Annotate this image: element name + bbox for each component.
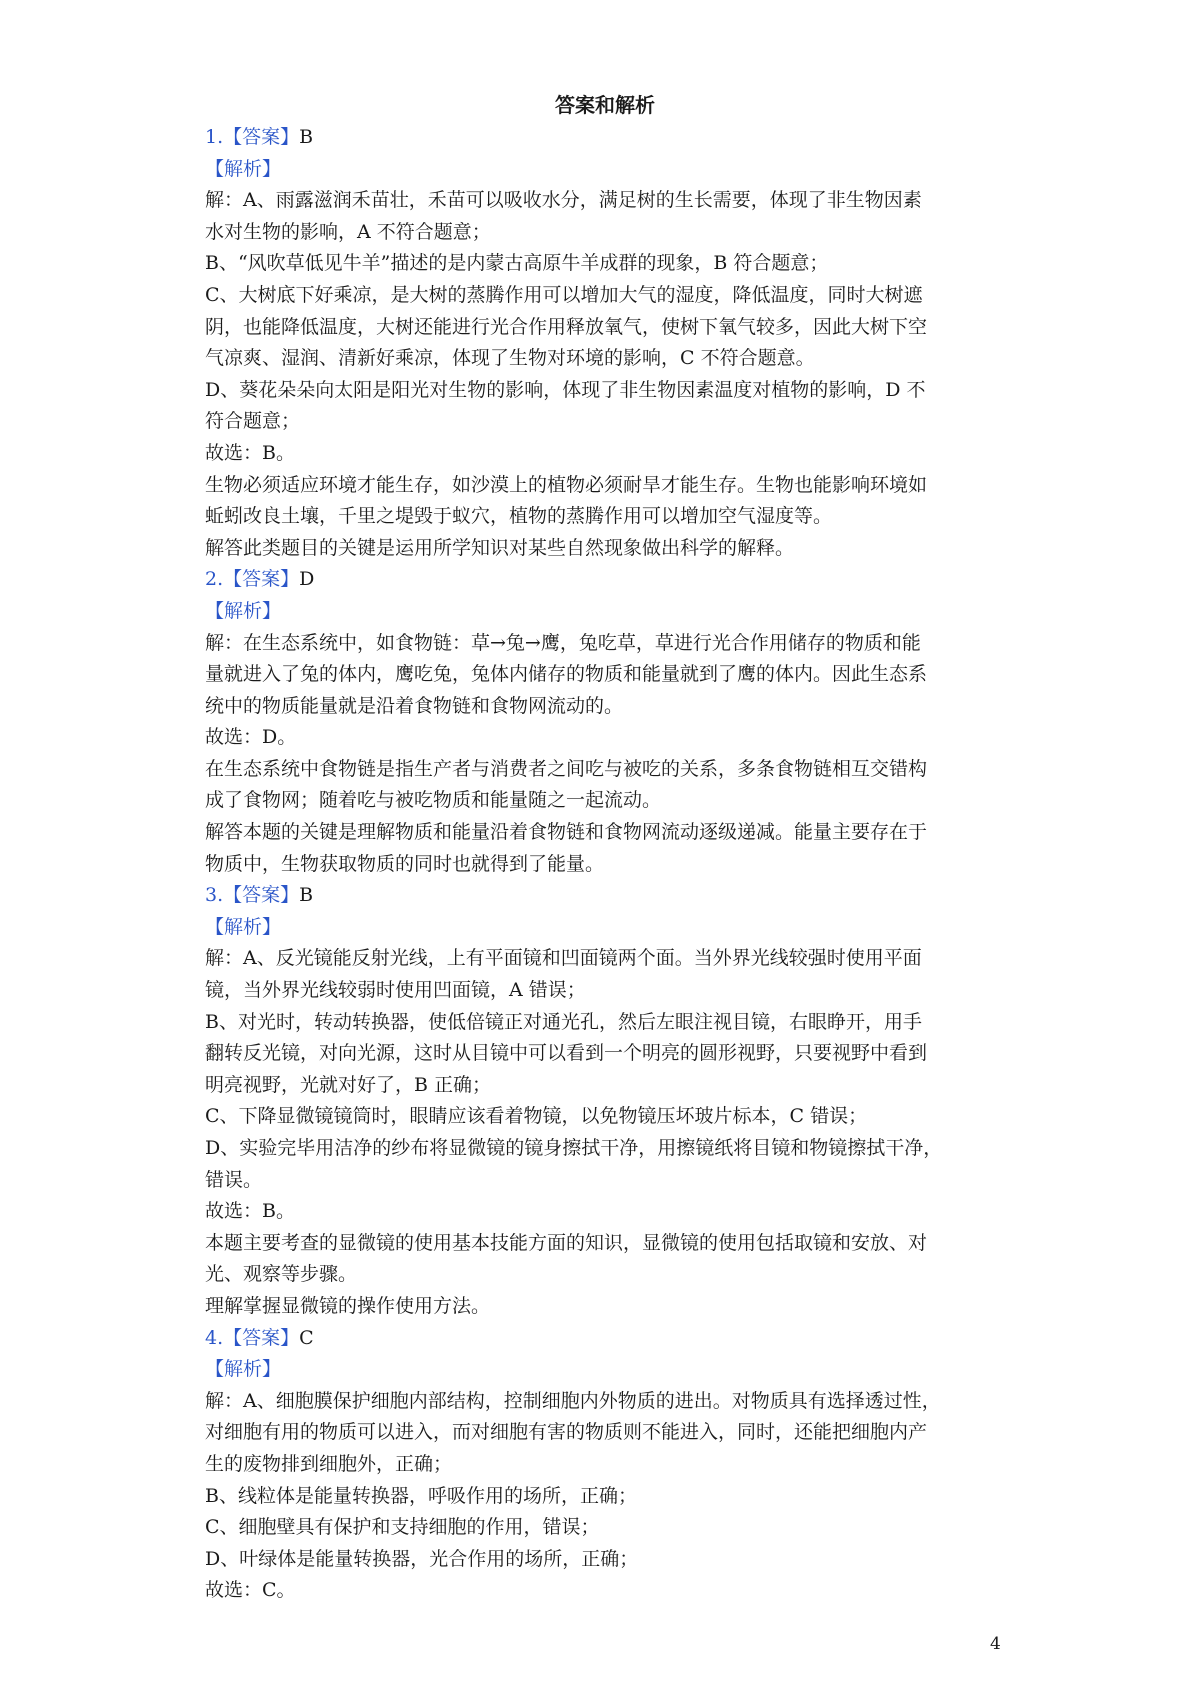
line-text: D、叶绿体是能量转换器，光合作用的场所，正确； <box>205 1547 639 1570</box>
analysis-label <box>205 154 1005 186</box>
line-text: 故选：D。 <box>205 726 297 749</box>
line-text: 故选：C。 <box>205 1579 296 1602</box>
answer-line <box>205 1323 1005 1355</box>
text-line <box>205 217 1005 249</box>
question-number: 4. <box>205 1326 224 1349</box>
line-text: B、线粒体是能量转换器，呼吸作用的场所，正确； <box>205 1484 637 1507</box>
line-text: D、实验完毕用洁净的纱布将显微镜的镜身擦拭干净，用擦镜纸将目镜和物镜擦拭干净， <box>205 1137 943 1159</box>
line-text: 解答本题的关键是理解物质和能量沿着食物链和食物网流动逐级递减。能量主要存在于 <box>205 821 928 844</box>
line-text: 解：A、反光镜能反射光线，上有平面镜和凹面镜两个面。当外界光线较强时使用平面 <box>205 947 922 970</box>
text-line <box>205 817 1005 849</box>
text-line <box>205 1512 1005 1544</box>
question-number: 1. <box>205 126 224 148</box>
text-line <box>205 248 1005 280</box>
answer-label: 【答案】 <box>223 126 300 148</box>
line-text: C、细胞壁具有保护和支持细胞的作用，错误； <box>205 1516 600 1539</box>
line-text: 故选：B。 <box>205 441 295 464</box>
text-line <box>205 659 1005 691</box>
line-text: 统中的物质能量就是沿着食物链和食物网流动的。 <box>205 694 624 717</box>
line-text: 解：A、细胞膜保护细胞内部结构，控制细胞内外物质的进出。对物质具有选择透过性， <box>205 1389 941 1412</box>
line-text: 气凉爽、湿润、清新好乘凉，体现了生物对环境的影响，C 不符合题意。 <box>205 347 815 370</box>
line-text: 理解掌握显微镜的操作使用方法。 <box>205 1294 491 1317</box>
line-text: C、大树底下好乘凉，是大树的蒸腾作用可以增加大气的湿度，降低温度，同时大树遮 <box>205 283 923 306</box>
answer-line <box>205 122 1005 154</box>
line-text: 在生态系统中食物链是指生产者与消费者之间吃与被吃的关系，多条食物链相互交错构 <box>205 757 928 780</box>
text-line <box>205 533 1005 565</box>
analysis-label <box>205 1354 1005 1386</box>
text-line <box>205 1544 1005 1576</box>
text-line <box>205 1196 1005 1228</box>
answer-label: 【答案】 <box>223 1326 300 1349</box>
text-line <box>205 691 1005 723</box>
line-text: 水对生物的影响，A 不符合题意； <box>205 220 491 243</box>
line-text: 符合题意； <box>205 410 301 433</box>
line-text: D、葵花朵朵向太阳是阳光对生物的影响，体现了非生物因素温度对植物的影响，D 不 <box>205 378 926 401</box>
text-line <box>205 1133 1005 1165</box>
text-line <box>205 1575 1005 1607</box>
text-line <box>205 1165 1005 1197</box>
text-line <box>205 1070 1005 1102</box>
text-line <box>205 280 1005 312</box>
text-line <box>205 1007 1005 1039</box>
text-line <box>205 785 1005 817</box>
text-line <box>205 1291 1005 1323</box>
text-line <box>205 1259 1005 1291</box>
line-text: 量就进入了兔的体内，鹰吃兔，兔体内储存的物质和能量就到了鹰的体内。因此生态系 <box>205 663 928 686</box>
line-text: B、“风吹草低见牛羊”描述的是内蒙古高原牛羊成群的现象，B 符合题意； <box>205 252 829 275</box>
answer-label: 【答案】 <box>223 568 300 591</box>
line-text: 镜，当外界光线较弱时使用凹面镜，A 错误； <box>205 979 586 1002</box>
analysis-label-text: 【解析】 <box>205 915 282 938</box>
document-page <box>205 90 1005 1607</box>
text-line <box>205 849 1005 881</box>
text-line <box>205 1449 1005 1481</box>
line-text: 故选：B。 <box>205 1200 295 1223</box>
answer-choice: C <box>299 1326 314 1349</box>
page-number: 4 <box>990 1634 1001 1654</box>
text-line <box>205 1228 1005 1260</box>
text-line <box>205 1038 1005 1070</box>
line-text: 解：A、雨露滋润禾苗壮，禾苗可以吸收水分，满足树的生长需要，体现了非生物因素 <box>205 189 922 212</box>
line-text: 翻转反光镜，对向光源，这时从目镜中可以看到一个明亮的圆形视野，只要视野中看到 <box>205 1042 928 1065</box>
text-line <box>205 943 1005 975</box>
line-text: C、下降显微镜镜筒时，眼睛应该看着物镜，以免物镜压坏玻片标本，C 错误； <box>205 1105 868 1128</box>
line-text: 光、观察等步骤。 <box>205 1263 358 1286</box>
line-text: 生的废物排到细胞外，正确； <box>205 1452 453 1475</box>
text-line <box>205 628 1005 660</box>
text-line <box>205 1417 1005 1449</box>
document-title: 答案和解析 <box>555 93 655 117</box>
line-text: 本题主要考查的显微镜的使用基本技能方面的知识，显微镜的使用包括取镜和安放、对 <box>205 1231 928 1254</box>
analysis-label <box>205 912 1005 944</box>
text-line <box>205 1481 1005 1513</box>
answer-line <box>205 880 1005 912</box>
line-text: 蚯蚓改良土壤，千里之堤毁于蚁穴，植物的蒸腾作用可以增加空气湿度等。 <box>205 505 833 528</box>
analysis-label <box>205 596 1005 628</box>
answer-choice: B <box>299 126 314 148</box>
text-line <box>205 343 1005 375</box>
text-line <box>205 470 1005 502</box>
line-text: 明亮视野，光就对好了，B 正确； <box>205 1073 492 1096</box>
line-text: 解：在生态系统中，如食物链：草→兔→鹰，兔吃草，草进行光合作用储存的物质和能 <box>205 631 921 654</box>
text-line <box>205 501 1005 533</box>
text-line <box>205 375 1005 407</box>
text-line <box>205 185 1005 217</box>
answer-explanation-body <box>205 122 1005 1607</box>
line-text: 解答此类题目的关键是运用所学知识对某些自然现象做出科学的解释。 <box>205 536 795 559</box>
answer-choice: B <box>299 884 314 907</box>
line-text: B、对光时，转动转换器，使低倍镜正对通光孔，然后左眼注视目镜，右眼睁开，用手 <box>205 1010 922 1033</box>
answer-choice: D <box>299 568 315 591</box>
analysis-label-text: 【解析】 <box>205 157 282 180</box>
text-line <box>205 312 1005 344</box>
question-number: 2. <box>205 568 224 591</box>
text-line <box>205 438 1005 470</box>
line-text: 生物必须适应环境才能生存，如沙漠上的植物必须耐旱才能生存。生物也能影响环境如 <box>205 473 928 496</box>
line-text: 错误。 <box>205 1168 263 1191</box>
text-line <box>205 975 1005 1007</box>
line-text: 成了食物网；随着吃与被吃物质和能量随之一起流动。 <box>205 789 662 812</box>
text-line <box>205 1386 1005 1418</box>
analysis-label-text: 【解析】 <box>205 599 282 622</box>
answer-label: 【答案】 <box>223 884 300 907</box>
analysis-label-text: 【解析】 <box>205 1358 282 1381</box>
line-text: 物质中，生物获取物质的同时也就得到了能量。 <box>205 852 605 875</box>
answer-line <box>205 564 1005 596</box>
text-line <box>205 1101 1005 1133</box>
line-text: 对细胞有用的物质可以进入，而对细胞有害的物质则不能进入，同时，还能把细胞内产 <box>205 1421 928 1444</box>
line-text: 阴，也能降低温度，大树还能进行光合作用释放氧气，使树下氧气较多，因此大树下空 <box>205 315 928 338</box>
text-line <box>205 406 1005 438</box>
text-line <box>205 722 1005 754</box>
text-line <box>205 754 1005 786</box>
question-number: 3. <box>205 884 224 907</box>
